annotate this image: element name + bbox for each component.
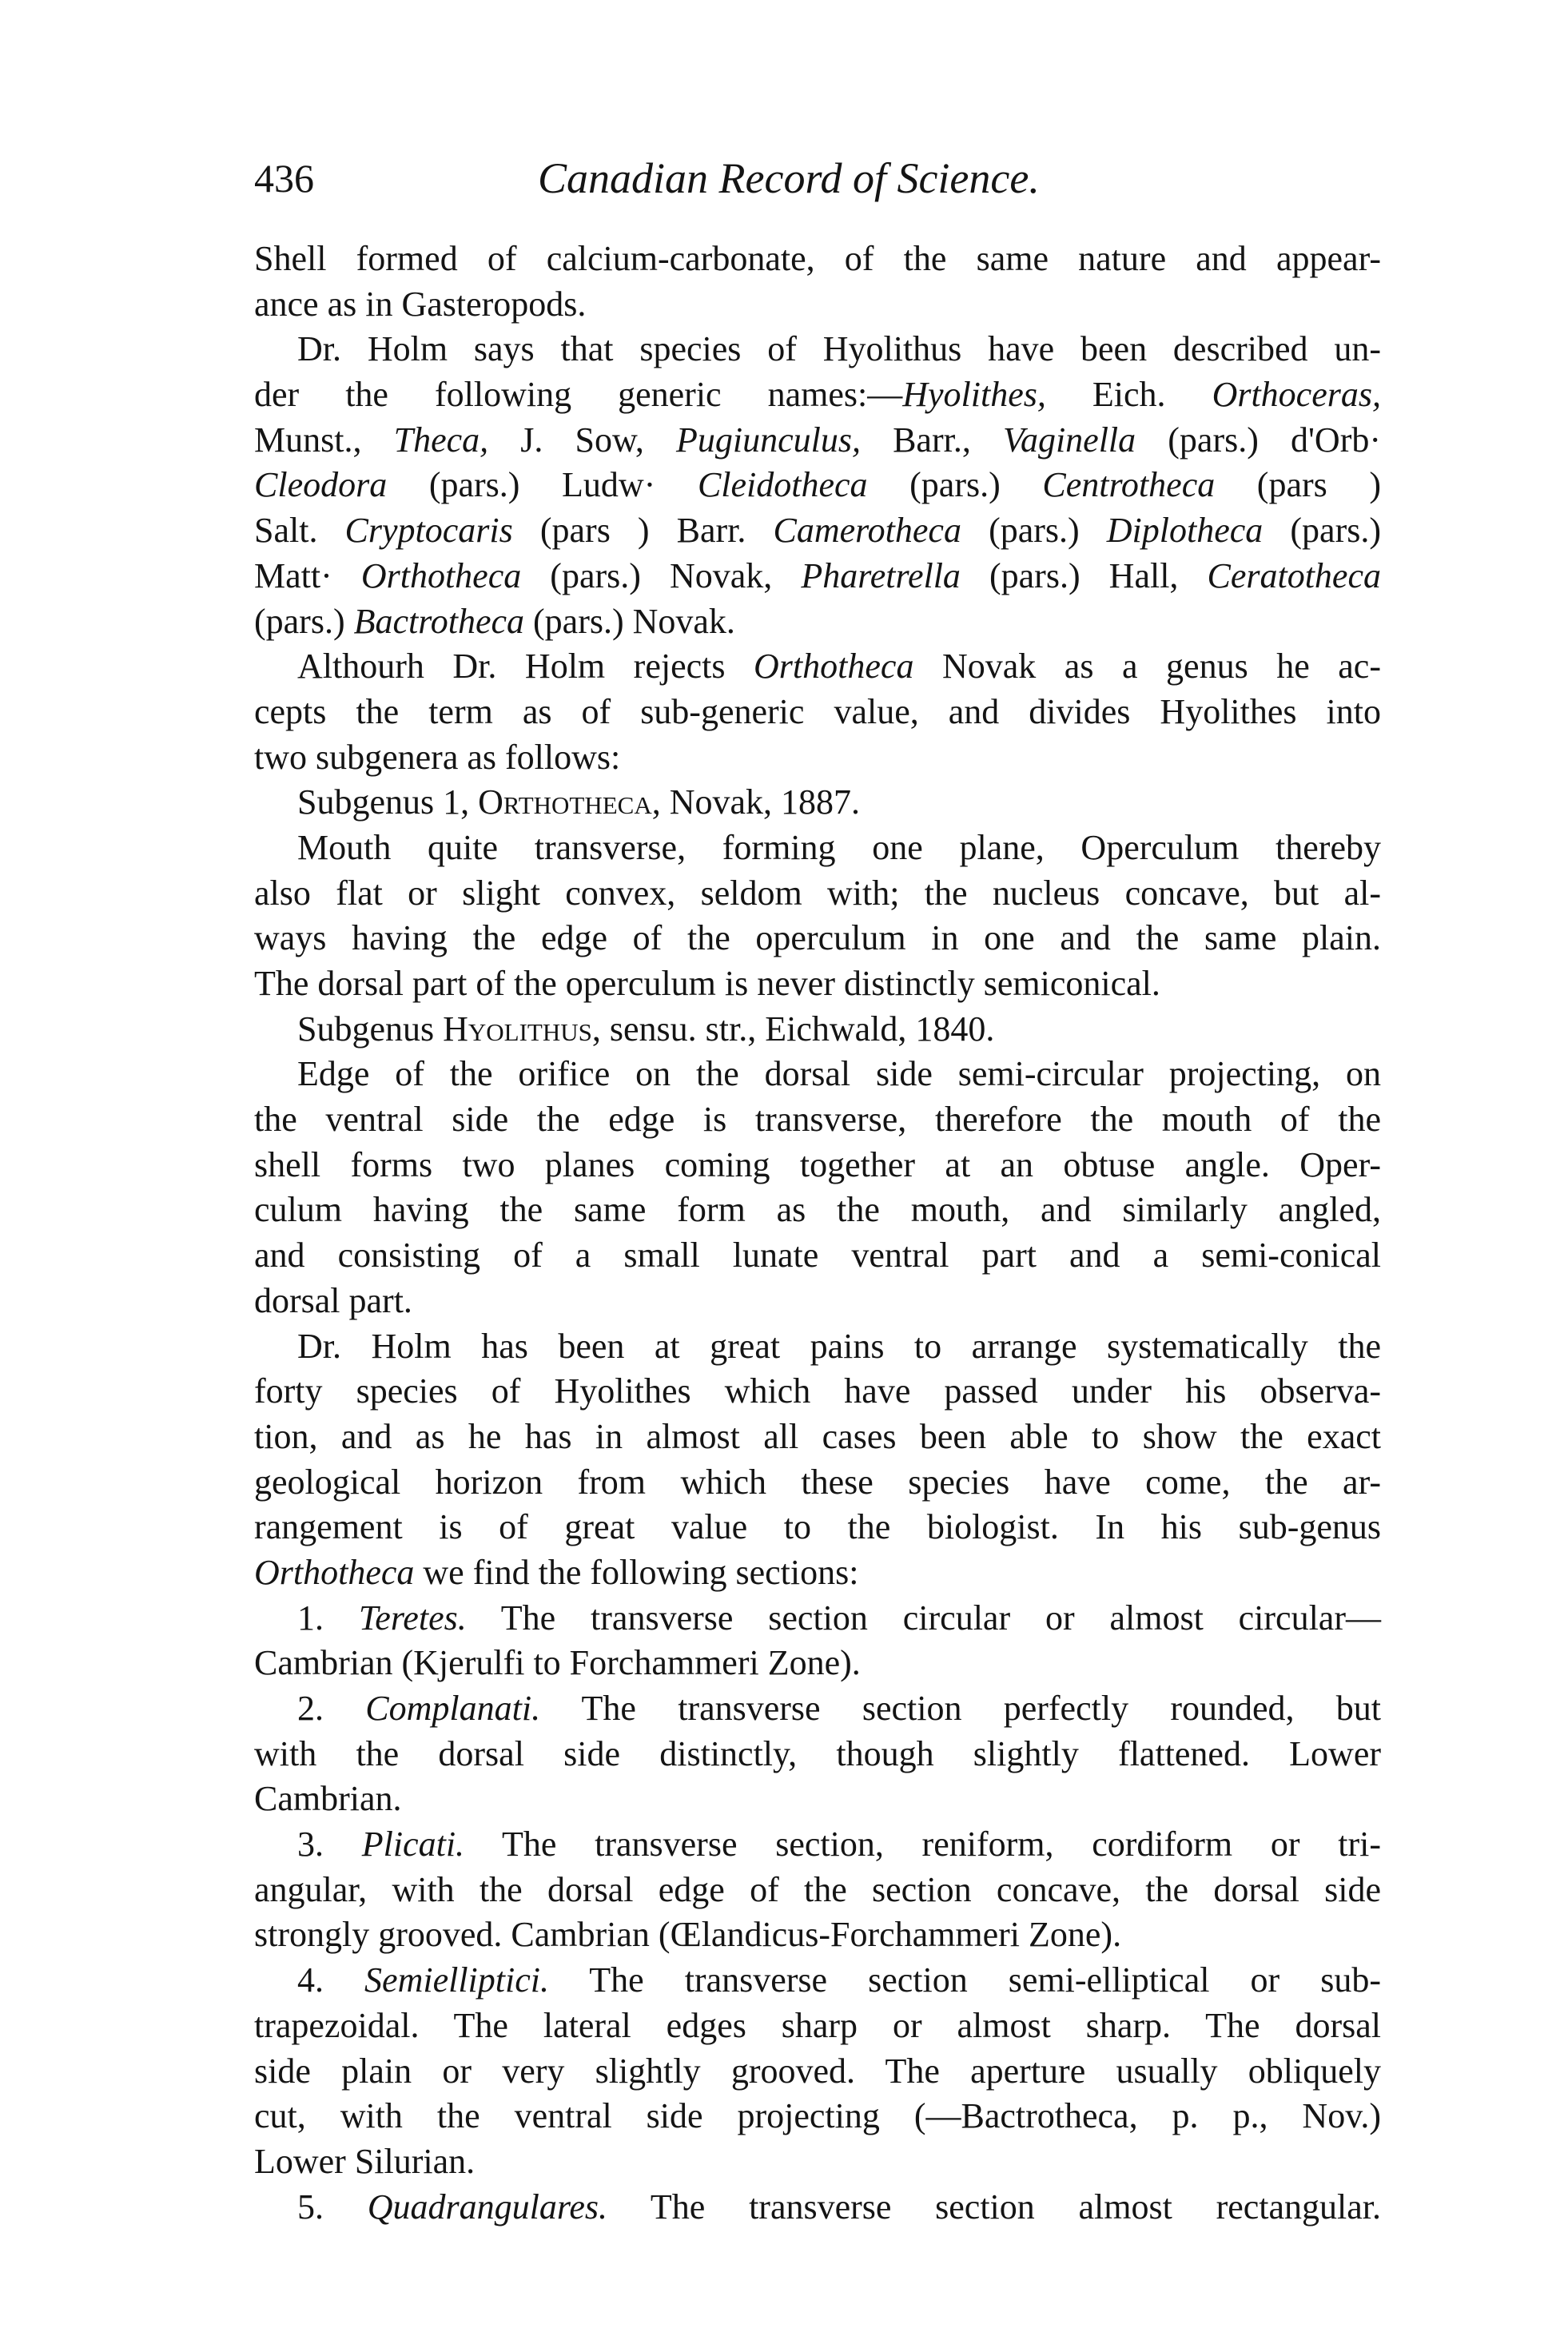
text-line: Cambrian (Kjerulfi to Forchammeri Zone). [254, 1643, 861, 1683]
text-line: Lower Silurian. [254, 2141, 476, 2181]
text-line: tion, and as he has in almost all cases been able to show the exact [254, 1416, 1381, 1456]
text-line: der the following generic names:—Hyolithes, Eich. Orthoceras, [254, 375, 1381, 415]
section-item: 4. Semielliptici. The transverse section semi-elliptical or sub- [297, 1960, 1381, 2000]
text-line: Edge of the orifice on the dorsal side semi-circular projecting, on [297, 1054, 1381, 1094]
text-line: (pars.) Bactrotheca (pars.) Novak. [254, 601, 735, 641]
text-line: culum having the same form as the mouth, and similarly angled, [254, 1190, 1381, 1230]
text-line: ways having the edge of the operculum in one and the same plain. [254, 918, 1381, 958]
text-line: ance as in Gasteropods. [254, 284, 587, 324]
text-line: and consisting of a small lunate ventral part and a semi-conical [254, 1236, 1381, 1275]
text-line: geological horizon from which these species have come, the ar- [254, 1462, 1381, 1502]
text-line: The dorsal part of the operculum is never distinctly semiconical. [254, 964, 1160, 1003]
text-line: Salt. Cryptocaris (pars ) Barr. Camerotheca (pars.) Diplotheca (pars.) [254, 511, 1382, 551]
text-line: Munst., Theca, J. Sow, Pugiunculus, Barr., Vaginella (pars.) d'Orb· [254, 420, 1381, 460]
text-line: dorsal part. [254, 1280, 412, 1320]
text-line: Dr. Holm says that species of Hyolithus have been described un- [297, 329, 1381, 369]
text-line: Cleodora (pars.) Ludw· Cleidotheca (pars.) Centrotheca (pars ) [254, 465, 1382, 505]
text-line: shell forms two planes coming together at an obtuse angle. Oper- [254, 1144, 1381, 1184]
text-line: Dr. Holm has been at great pains to arrange systematically the [297, 1326, 1381, 1366]
text-line: Mouth quite transverse, forming one plane, Operculum thereby [297, 827, 1381, 867]
text-line: angular, with the dorsal edge of the section concave, the dorsal side [254, 1869, 1381, 1909]
text-line: Cambrian. [254, 1779, 402, 1819]
text-line: Matt· Orthotheca (pars.) Novak, Pharetrella (pars.) Hall, Ceratotheca [254, 555, 1381, 595]
text-line: Shell formed of calcium-carbonate, of the same nature and appear- [254, 239, 1381, 278]
text-line: the ventral side the edge is transverse, therefore the mouth of the [254, 1100, 1381, 1140]
section-item: 1. Teretes. The transverse section circular or almost circular— [297, 1598, 1381, 1638]
page-number: 436 [254, 156, 314, 201]
subgenus-heading: Subgenus Hyolithus, sensu. str., Eichwald, 1840. [297, 1009, 995, 1049]
text-line: side plain or very slightly grooved. The aperture usually obliquely [254, 2051, 1381, 2091]
text-line: Orthotheca we find the following sections: [254, 1552, 859, 1592]
text-line: Althourh Dr. Holm rejects Orthotheca Novak as a genus he ac- [297, 647, 1381, 686]
text-line: two subgenera as follows: [254, 737, 621, 777]
running-title: Canadian Record of Science. [538, 154, 1040, 202]
section-item: 3. Plicati. The transverse section, reniform, cordiform or tri- [297, 1825, 1382, 1864]
subgenus-heading: Subgenus 1, Orthotheca, Novak, 1887. [297, 782, 861, 822]
text-line: with the dorsal side distinctly, though slightly flattened. Lower [254, 1733, 1381, 1773]
text-line: also flat or slight convex, seldom with; the nucleus concave, but al- [254, 873, 1381, 913]
text-line: cut, with the ventral side projecting (—Bactrotheca, p. p., Nov.) [254, 2096, 1381, 2136]
section-item: 5. Quadrangulares. The transverse section almost rectangular. [297, 2187, 1382, 2227]
text-line: rangement is of great value to the biologist. In his sub-genus [254, 1507, 1381, 1547]
section-item: 2. Complanati. The transverse section perfectly rounded, but [297, 1689, 1381, 1728]
body-text [254, 237, 1381, 2230]
page-header [254, 150, 1379, 214]
text-line: strongly grooved. Cambrian (Œlandicus-Forchammeri Zone). [254, 1915, 1122, 1955]
text-line: forty species of Hyolithes which have passed under his observa- [254, 1371, 1381, 1411]
text-line: trapezoidal. The lateral edges sharp or almost sharp. The dorsal [254, 2005, 1381, 2045]
text-line: cepts the term as of sub-generic value, and divides Hyolithes into [254, 691, 1381, 731]
